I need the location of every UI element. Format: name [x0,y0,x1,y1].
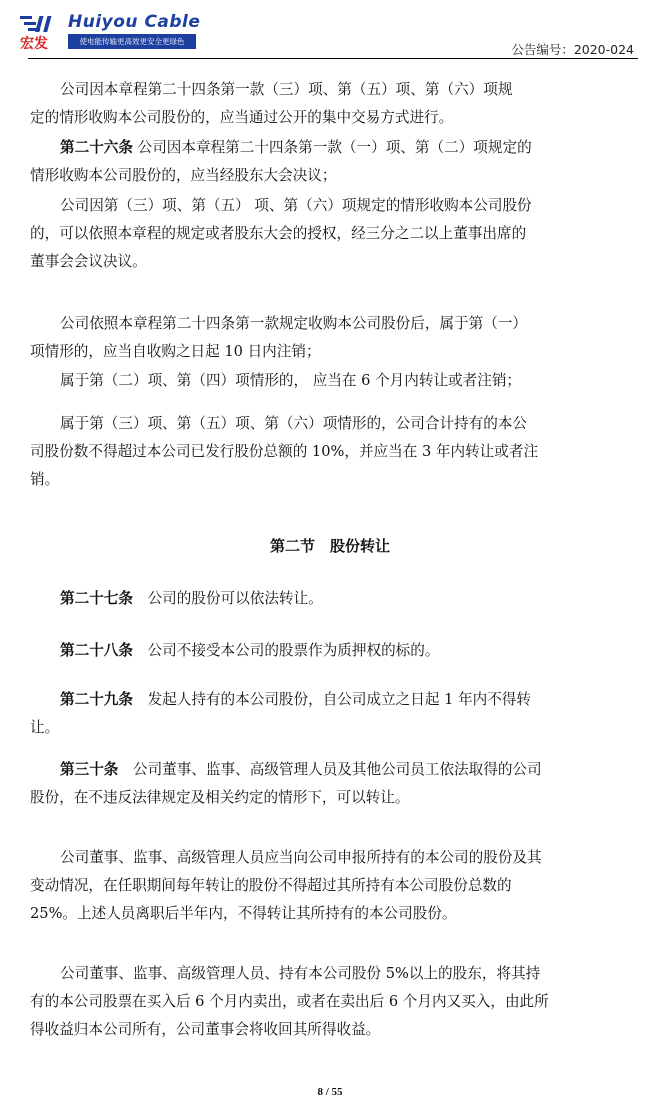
logo-cn-text: 宏发 [20,36,48,52]
line-text: 司股份数不得超过本公司已发行股份总额的 10%，并应当在 3 年内转让或者注 [30,443,539,460]
paragraph [30,844,632,928]
line-text: 公司董事、监事、高级管理人员、持有本公司股份 5%以上的股东，将其持 [60,965,541,982]
line-text: 25%。上述人员离职后半年内，不得转让其所持有的本公司股份。 [30,905,457,922]
article-number: 第二十九条 [60,691,133,708]
logo-mark-icon [18,14,64,52]
line-text: 项情形的，应当自收购之日起 10 日内注销； [30,343,321,360]
text-line [60,192,632,220]
text-line [60,756,632,784]
text-line [30,220,632,248]
article-number: 第三十条 [60,761,119,778]
text-line [30,784,632,812]
article-paragraph [30,134,632,190]
text-line [30,466,632,494]
article-number: 第二十七条 [60,590,133,607]
line-text: 有的本公司股票在买入后 6 个月内卖出，或者在卖出后 6 个月内又买入，由此所 [30,993,549,1010]
article-paragraph [30,686,632,742]
text-line [60,585,632,613]
text-line [30,104,632,132]
paragraph [30,76,632,132]
line-text: 情形收购本公司股份的，应当经股东大会决议； [30,167,337,184]
paragraph [30,410,632,494]
article-number: 第二十八条 [60,642,133,659]
line-text: 属于第（二）项、第（四）项情形的， 应当在 6 个月内转让或者注销； [60,372,522,389]
paragraph [30,310,632,366]
line-text: 公司不接受本公司的股票作为质押权的标的。 [132,642,440,659]
text-line [30,248,632,276]
text-line [60,76,632,104]
paragraph [60,367,632,395]
text-line [30,988,632,1016]
text-line [60,637,632,665]
company-logo [18,10,201,54]
line-text: 公司因第（三）项、第（五） 项、第（六）项规定的情形收购本公司股份 [60,197,532,214]
text-line [60,134,632,162]
text-line [60,367,632,395]
brand-name: Huiyou Cable [68,12,201,32]
line-text: 公司董事、监事、高级管理人员及其他公司员工依法取得的公司 [118,761,542,778]
brand-tagline: 使电能传输更高效更安全更绿色 [68,34,196,49]
article-number: 第二十六条 [60,139,133,156]
line-text: 公司因本章程第二十四条第一款（三）项、第（五）项、第（六）项规 [60,81,513,98]
line-text: 股份，在不违反法律规定及相关约定的情形下，可以转让。 [30,789,410,806]
document-number: 公告编号：2020-024 [511,42,634,57]
article-paragraph [60,585,632,613]
line-text: 发起人持有的本公司股份，自公司成立之日起 1 年内不得转 [132,691,531,708]
line-text: 公司因本章程第二十四条第一款（一）项、第（二）项规定的 [132,139,532,156]
text-line [60,686,632,714]
line-text: 公司董事、监事、高级管理人员应当向公司申报所持有的本公司的股份及其 [60,849,542,866]
text-line [60,410,632,438]
text-line [30,900,632,928]
line-text: 变动情况，在任职期间每年转让的股份不得超过其所持有本公司股份总数的 [30,877,512,894]
section-title: 第二节 股份转让 [269,537,390,555]
line-text: 得收益归本公司所有，公司董事会将收回其所得收益。 [30,1021,381,1038]
paragraph [30,960,632,1044]
paragraph [30,192,632,276]
page-header [0,0,660,60]
text-line [60,310,632,338]
text-line [30,438,632,466]
text-line [60,844,632,872]
text-line [30,162,632,190]
line-text: 让。 [30,719,60,736]
header-divider [28,58,638,59]
text-line [30,1016,632,1044]
text-line [30,714,632,742]
line-text: 董事会会议决议。 [30,253,147,270]
line-text: 公司依照本章程第二十四条第一款规定收购本公司股份后，属于第（一） [60,315,528,332]
text-line [60,960,632,988]
text-line [30,872,632,900]
line-text: 定的情形收购本公司股份的，应当通过公开的集中交易方式进行。 [30,109,454,126]
line-text: 公司的股份可以依法转让。 [132,590,323,607]
line-text: 销。 [30,471,60,488]
line-text: 属于第（三）项、第（五）项、第（六）项情形的，公司合计持有的本公 [60,415,528,432]
text-line [30,338,632,366]
line-text: 的，可以依照本章程的规定或者股东大会的授权，经三分之二以上董事出席的 [30,225,527,242]
article-paragraph [60,637,632,665]
article-paragraph [30,756,632,812]
page-number: 8 / 55 [317,1086,343,1098]
